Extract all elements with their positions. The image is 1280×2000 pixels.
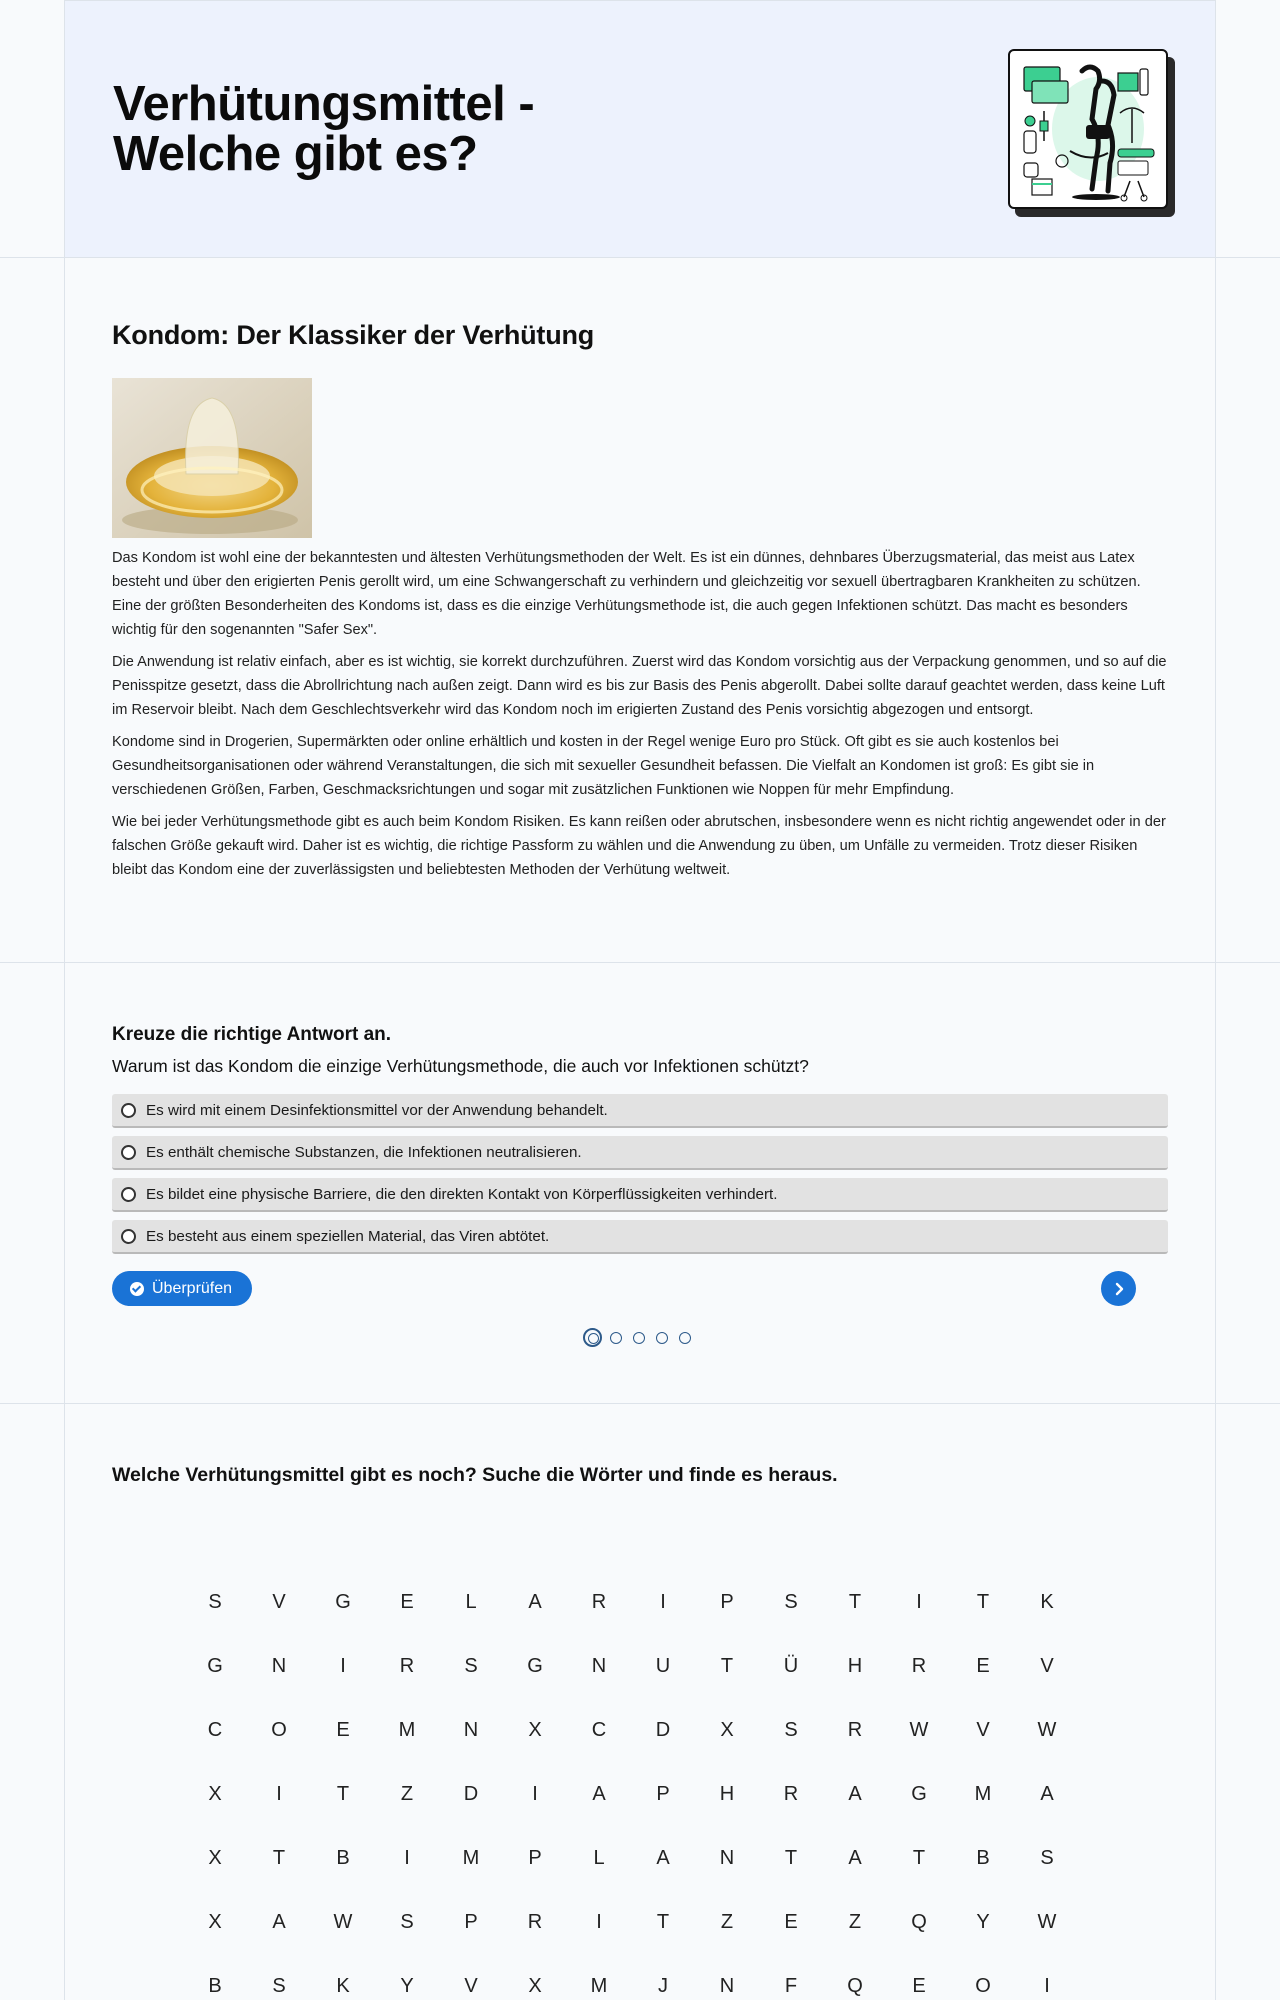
wordsearch-cell[interactable]: T xyxy=(848,1590,862,1613)
wordsearch-cell[interactable]: Y xyxy=(400,1974,414,1997)
wordsearch-cell[interactable]: I xyxy=(404,1846,410,1869)
wordsearch-cell[interactable]: F xyxy=(784,1974,798,1997)
wordsearch-cell[interactable]: D xyxy=(463,1782,479,1805)
wordsearch-cell[interactable]: N xyxy=(719,1974,735,1997)
wordsearch-cell[interactable]: R xyxy=(591,1590,607,1613)
wordsearch-cell[interactable]: N xyxy=(271,1654,287,1677)
quiz-option[interactable] xyxy=(112,1178,1168,1212)
wordsearch-cell[interactable]: W xyxy=(333,1910,353,1933)
pagination-dot[interactable] xyxy=(679,1332,691,1344)
wordsearch-cell[interactable]: X xyxy=(208,1782,222,1805)
wordsearch-cell[interactable]: W xyxy=(1037,1910,1057,1933)
chevron-right-icon xyxy=(1112,1282,1126,1296)
wordsearch-cell[interactable]: M xyxy=(462,1846,480,1869)
article-paragraph: Kondome sind in Drogerien, Supermärkten oder online erhältlich und kosten in der Regel wenige Euro pro Stück. Oft gibt es sie auch kostenlos bei Gesundheitsorganisationen oder während Veranstaltungen, die sich mit sexueller Gesundheit befassen. Die Vielfalt an Kondomen ist groß: Es gibt sie in verschiedenen Größen, Farben, Geschmacksrichtungen und sogar mit zusätzlichen Funktionen wie Noppen für mehr Empfindung. xyxy=(112,734,1095,798)
wordsearch-cell[interactable]: Z xyxy=(720,1910,734,1933)
wordsearch-cell[interactable]: G xyxy=(911,1782,927,1805)
wordsearch-cell[interactable]: V xyxy=(464,1974,478,1997)
wordsearch-cell[interactable]: P xyxy=(528,1846,542,1869)
wordsearch-cell[interactable]: X xyxy=(528,1974,542,1997)
wordsearch-cell[interactable]: N xyxy=(719,1846,735,1869)
wordsearch-cell[interactable]: I xyxy=(916,1590,922,1613)
wordsearch-cell[interactable]: A xyxy=(592,1782,606,1805)
radio-button[interactable] xyxy=(121,1229,136,1244)
wordsearch-cell[interactable]: S xyxy=(208,1590,222,1613)
condom-photo-icon xyxy=(112,378,312,538)
check-answer-label: Überprüfen xyxy=(152,1279,233,1297)
wordsearch-cell[interactable]: H xyxy=(847,1654,863,1677)
wordsearch-cell[interactable]: G xyxy=(207,1654,223,1677)
wordsearch-cell[interactable]: A xyxy=(848,1782,862,1805)
wordsearch-cell[interactable]: N xyxy=(591,1654,607,1677)
wordsearch-cell[interactable]: Q xyxy=(847,1974,863,1997)
wordsearch-cell[interactable]: W xyxy=(909,1718,929,1741)
wordsearch-cell[interactable]: L xyxy=(593,1846,605,1869)
wordsearch-cell[interactable]: W xyxy=(1037,1718,1057,1741)
page-border-right xyxy=(1215,0,1216,2000)
wordsearch-cell[interactable]: K xyxy=(1040,1590,1054,1613)
wordsearch-cell[interactable]: M xyxy=(398,1718,416,1741)
wordsearch-cell[interactable]: I xyxy=(596,1910,602,1933)
article-paragraph: Wie bei jeder Verhütungsmethode gibt es auch beim Kondom Risiken. Es kann reißen oder abrutschen, insbesondere wenn es nicht richtig angewendet oder in der falschen Größe gekauft wird. Daher ist es wichtig, die richtige Passform zu wählen und die Anwendung zu üben, um Unfälle zu vermeiden. Trotz dieser Risiken bleibt das Kondom eine der zuverlässigsten und beliebtesten Methoden der Verhütung weltweit. xyxy=(112,814,1166,878)
wordsearch-cell[interactable]: X xyxy=(720,1718,734,1741)
section-divider xyxy=(0,257,1280,258)
wordsearch-cell[interactable]: S xyxy=(464,1654,478,1677)
wordsearch-cell[interactable]: N xyxy=(463,1718,479,1741)
wordsearch-cell[interactable]: P xyxy=(656,1782,670,1805)
contraception-illustration-icon xyxy=(1010,51,1166,207)
wordsearch-cell[interactable]: I xyxy=(340,1654,346,1677)
wordsearch-cell[interactable]: T xyxy=(272,1846,286,1869)
wordsearch-cell[interactable]: I xyxy=(532,1782,538,1805)
wordsearch-cell[interactable]: S xyxy=(784,1590,798,1613)
wordsearch-cell[interactable]: T xyxy=(976,1590,990,1613)
quiz-option[interactable] xyxy=(112,1220,1168,1254)
wordsearch-cell[interactable]: O xyxy=(975,1974,991,1997)
wordsearch-cell[interactable]: Ü xyxy=(783,1654,799,1677)
wordsearch-cell[interactable]: P xyxy=(464,1910,478,1933)
wordsearch-cell[interactable]: R xyxy=(527,1910,543,1933)
wordsearch-cell[interactable]: R xyxy=(783,1782,799,1805)
wordsearch-cell[interactable]: V xyxy=(272,1590,286,1613)
page-title: Verhütungsmittel - Welche gibt es? xyxy=(113,77,535,181)
article-paragraph: Die Anwendung ist relativ einfach, aber es ist wichtig, sie korrekt durchzuführen. Zuerst wird das Kondom vorsichtig aus der Verpackung genommen, und so auf die Penisspitze gesetzt, dass die Abrollrichtung nach außen zeigt. Dann wird es bis zur Basis des Penis abgerollt. Dabei sollte darauf geachtet werden, dass keine Luft im Reservoir bleibt. Nach dem Geschlechtsverkehr wird das Kondom noch im erigierten Zustand des Penis vorsichtig abgezogen und entsorgt. xyxy=(112,654,1167,718)
wordsearch-cell[interactable]: M xyxy=(590,1974,608,1997)
radio-button[interactable] xyxy=(121,1187,136,1202)
quiz-options xyxy=(112,1094,1168,1262)
wordsearch-cell[interactable]: I xyxy=(660,1590,666,1613)
wordsearch-cell[interactable]: E xyxy=(912,1974,926,1997)
wordsearch-cell[interactable]: S xyxy=(400,1910,414,1933)
wordsearch-cell[interactable]: G xyxy=(335,1590,351,1613)
hero-header xyxy=(65,0,1215,257)
wordsearch-cell[interactable]: K xyxy=(336,1974,350,1997)
wordsearch-cell[interactable]: V xyxy=(1040,1654,1054,1677)
hero-illustration xyxy=(1008,49,1168,209)
quiz-option-label: Es bildet eine physische Barriere, die den direkten Kontakt von Körperflüssigkeiten verhindert. xyxy=(146,1185,778,1203)
wordsearch-cell[interactable]: T xyxy=(912,1846,926,1869)
wordsearch-cell[interactable]: L xyxy=(465,1590,477,1613)
wordsearch-cell[interactable]: C xyxy=(591,1718,607,1741)
kondom-article xyxy=(112,546,1167,890)
wordsearch-cell[interactable]: T xyxy=(784,1846,798,1869)
wordsearch-cell[interactable]: Z xyxy=(848,1910,862,1933)
wordsearch-cell[interactable]: X xyxy=(208,1910,222,1933)
wordsearch-cell[interactable]: V xyxy=(976,1718,990,1741)
section-divider xyxy=(0,962,1280,963)
check-answer-button[interactable] xyxy=(112,1271,252,1306)
wordsearch-cell[interactable]: E xyxy=(400,1590,414,1613)
section-divider xyxy=(0,1403,1280,1404)
radio-button[interactable] xyxy=(121,1145,136,1160)
pagination-dot[interactable] xyxy=(656,1332,668,1344)
quiz-option[interactable] xyxy=(112,1094,1168,1128)
wordsearch-cell[interactable]: Y xyxy=(976,1910,990,1933)
wordsearch-cell[interactable]: Z xyxy=(400,1782,414,1805)
check-circle-icon xyxy=(130,1282,144,1296)
wordsearch-cell[interactable]: B xyxy=(208,1974,222,1997)
quiz-option-label: Es wird mit einem Desinfektionsmittel vor der Anwendung behandelt. xyxy=(146,1101,608,1119)
wordsearch-cell[interactable]: T xyxy=(720,1654,734,1677)
wordsearch-grid xyxy=(183,1570,1079,2000)
wordsearch-cell[interactable]: E xyxy=(336,1718,350,1741)
pagination-dot-active[interactable] xyxy=(583,1328,602,1347)
wordsearch-cell[interactable]: A xyxy=(1040,1782,1054,1805)
quiz-instruction: Kreuze die richtige Antwort an. xyxy=(112,1024,392,1045)
wordsearch-cell[interactable]: H xyxy=(719,1782,735,1805)
quiz-question: Warum ist das Kondom die einzige Verhütungsmethode, die auch vor Infektionen schützt? xyxy=(112,1056,809,1076)
quiz-option[interactable] xyxy=(112,1136,1168,1170)
quiz-option-label: Es enthält chemische Substanzen, die Infektionen neutralisieren. xyxy=(146,1143,582,1161)
kondom-image xyxy=(112,378,312,538)
wordsearch-cell[interactable]: X xyxy=(528,1718,542,1741)
wordsearch-cell[interactable]: T xyxy=(656,1910,670,1933)
wordsearch-cell[interactable]: O xyxy=(271,1718,287,1741)
page-border-left xyxy=(64,0,65,2000)
wordsearch-cell[interactable]: S xyxy=(784,1718,798,1741)
wordsearch-cell[interactable]: R xyxy=(911,1654,927,1677)
article-paragraph: Das Kondom ist wohl eine der bekanntesten und ältesten Verhütungsmethoden der Welt. Es ist ein dünnes, dehnbares Überzugsmaterial, das meist aus Latex besteht und über den erigierten Penis gerollt wird, um eine Schwangerschaft zu verhindern und gleichzeitig vor sexuell übertragbaren Krankheiten zu schützen. Eine der größten Besonderheiten des Kondoms ist, dass es die einzige Verhütungsmethode ist, die auch gegen Infektionen schützt. Das macht es besonders wichtig für den sogenannten "Safer Sex". xyxy=(112,550,1141,638)
radio-button[interactable] xyxy=(121,1103,136,1118)
wordsearch-cell[interactable]: R xyxy=(399,1654,415,1677)
wordsearch-cell[interactable]: U xyxy=(655,1654,671,1677)
wordsearch-cell[interactable]: D xyxy=(655,1718,671,1741)
next-question-button[interactable] xyxy=(1101,1271,1136,1306)
wordsearch-cell[interactable]: R xyxy=(847,1718,863,1741)
hero-illustration-frame xyxy=(1008,49,1168,209)
wordsearch-cell[interactable]: M xyxy=(974,1782,992,1805)
wordsearch-cell[interactable]: C xyxy=(207,1718,223,1741)
wordsearch-cell[interactable]: A xyxy=(848,1846,862,1869)
wordsearch-cell[interactable]: E xyxy=(976,1654,990,1677)
wordsearch-cell[interactable]: A xyxy=(528,1590,542,1613)
wordsearch-cell[interactable]: S xyxy=(272,1974,286,1997)
pagination-dot[interactable] xyxy=(633,1332,645,1344)
wordsearch-cell[interactable]: B xyxy=(976,1846,990,1869)
wordsearch-cell[interactable]: B xyxy=(336,1846,350,1869)
wordsearch-cell[interactable]: A xyxy=(656,1846,670,1869)
wordsearch-cell[interactable]: J xyxy=(658,1974,668,1997)
wordsearch-cell[interactable]: I xyxy=(276,1782,282,1805)
wordsearch-cell[interactable]: G xyxy=(527,1654,543,1677)
wordsearch-title: Welche Verhütungsmittel gibt es noch? Suche die Wörter und finde es heraus. xyxy=(112,1464,838,1486)
wordsearch-cell[interactable]: X xyxy=(208,1846,222,1869)
quiz-pagination xyxy=(583,1328,702,1347)
pagination-dot[interactable] xyxy=(610,1332,622,1344)
wordsearch-cell[interactable]: Q xyxy=(911,1910,927,1933)
kondom-section-title: Kondom: Der Klassiker der Verhütung xyxy=(112,320,595,350)
wordsearch-cell[interactable]: T xyxy=(336,1782,350,1805)
wordsearch-cell[interactable]: S xyxy=(1040,1846,1054,1869)
wordsearch-cell[interactable]: P xyxy=(720,1590,734,1613)
wordsearch-cell[interactable]: E xyxy=(784,1910,798,1933)
wordsearch-cell[interactable]: I xyxy=(1044,1974,1050,1997)
wordsearch-cell[interactable]: A xyxy=(272,1910,286,1933)
quiz-option-label: Es besteht aus einem speziellen Material, das Viren abtötet. xyxy=(146,1227,550,1245)
